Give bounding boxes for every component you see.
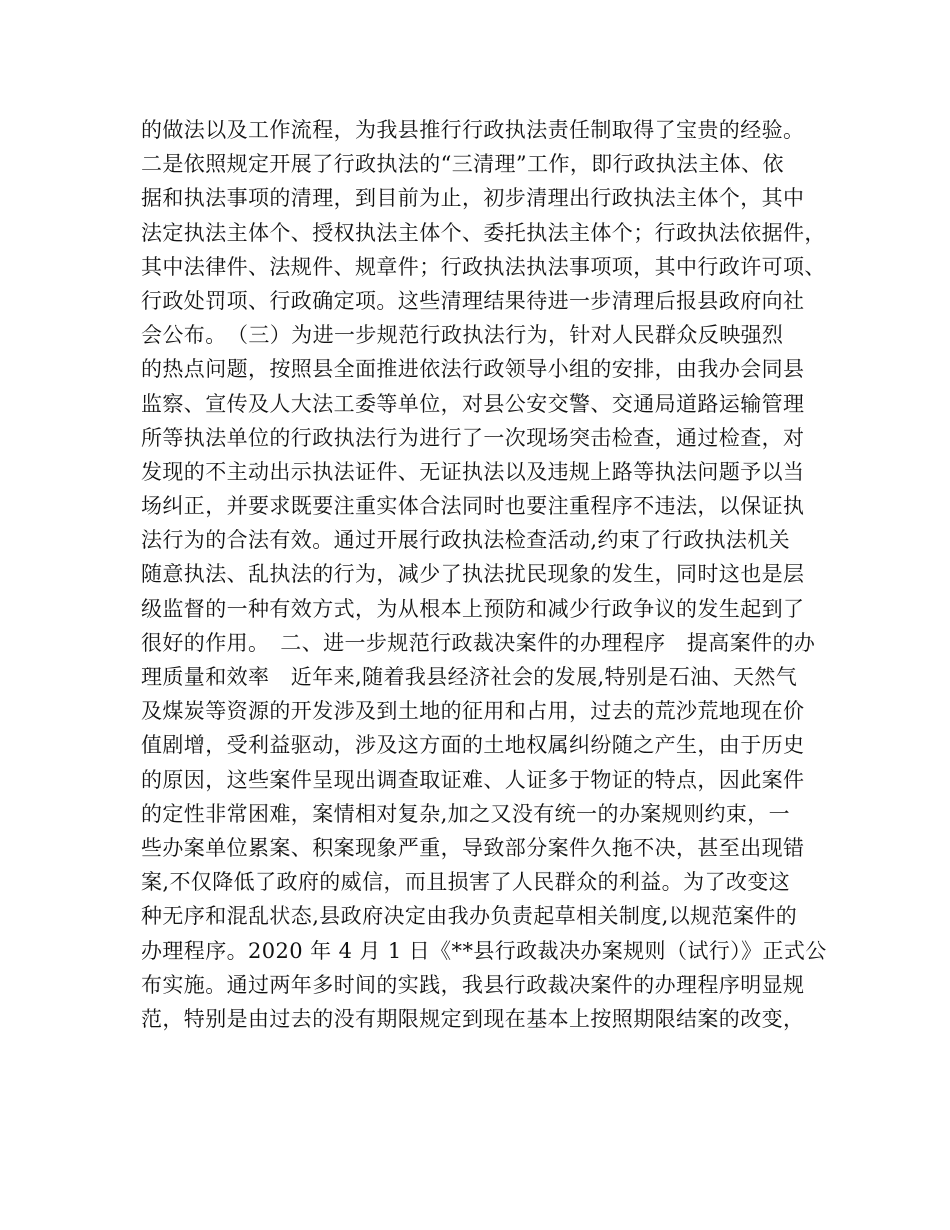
text-line: 办理程序。2020 年 4 月 1 日《**县行政裁决办案规则（试行）》正式公: [141, 938, 827, 963]
text-line: 所等执法单位的行政执法行为进行了一次现场突击检查，通过检查，对: [141, 425, 805, 450]
text-line: 二是依照规定开展了行政执法的“三清理”工作，即行政执法主体、依: [141, 152, 784, 177]
text-line: 场纠正，并要求既要注重实体合法同时也要注重程序不违法，以保证执: [141, 494, 805, 519]
text-line: 法定执法主体个、授权执法主体个、委托执法主体个；行政执法依据件，: [141, 220, 826, 245]
text-line: 案,不仅降低了政府的威信，而且损害了人民群众的利益。为了改变这: [141, 870, 791, 895]
text-line: 的定性非常困难，案情相对复杂,加之又没有统一的办案规则约束，一: [141, 801, 791, 826]
text-line: 级监督的一种有效方式，为从根本上预防和减少行政争议的发生起到了: [141, 596, 805, 621]
text-line: 范，特别是由过去的没有期限规定到现在基本上按照期限结案的改变，: [141, 1006, 805, 1031]
text-line: 值剧增，受利益驱动，涉及这方面的土地权属纠纷随之产生，由于历史: [141, 733, 805, 758]
text-line: 随意执法、乱执法的行为，减少了执法扰民现象的发生，同时这也是层: [141, 562, 805, 587]
text-line: 其中法律件、法规件、规章件；行政执法执法事项项，其中行政许可项、: [141, 254, 826, 279]
text-line: 种无序和混乱状态,县政府决定由我办负责起草相关制度,以规范案件的: [141, 904, 798, 929]
text-line: 的热点问题，按照县全面推进依法行政领导小组的安排，由我办会同县: [141, 357, 805, 382]
text-line: 布实施。通过两年多时间的实践，我县行政裁决案件的办理程序明显规: [141, 972, 805, 997]
body-text: [141, 113, 827, 1036]
text-line: 发现的不主动出示执法证件、无证执法以及违规上路等执法问题予以当: [141, 459, 805, 484]
text-line: 的做法以及工作流程，为我县推行行政执法责任制取得了宝贵的经验。: [141, 118, 805, 142]
text-line: 行政处罚项、行政确定项。这些清理结果待进一步清理后报县政府向社: [141, 288, 805, 313]
text-line: 及煤炭等资源的开发涉及到土地的征用和占用，过去的荒沙荒地现在价: [141, 699, 805, 724]
text-line: 据和执法事项的清理，到目前为止，初步清理出行政执法主体个，其中: [141, 186, 805, 211]
text-line: 监察、宣传及人大法工委等单位，对县公安交警、交通局道路运输管理: [141, 391, 805, 416]
text-line: 些办案单位累案、积案现象严重，导致部分案件久拖不决，甚至出现错: [141, 835, 805, 860]
text-line: 法行为的合法有效。通过开展行政执法检查活动,约束了行政执法机关: [141, 528, 791, 553]
text-line: 会公布。 （三）为进一步规范行政执法行为，针对人民群众反映强烈: [141, 323, 784, 348]
text-line: 的原因，这些案件呈现出调查取证难、人证多于物证的特点，因此案件: [141, 767, 805, 792]
text-line: 很好的作用。 二、进一步规范行政裁决案件的办理程序 提高案件的办: [141, 630, 816, 655]
text-line: 理质量和效率 近年来,随着我县经济社会的发展,特别是石油、天然气: [141, 665, 798, 689]
